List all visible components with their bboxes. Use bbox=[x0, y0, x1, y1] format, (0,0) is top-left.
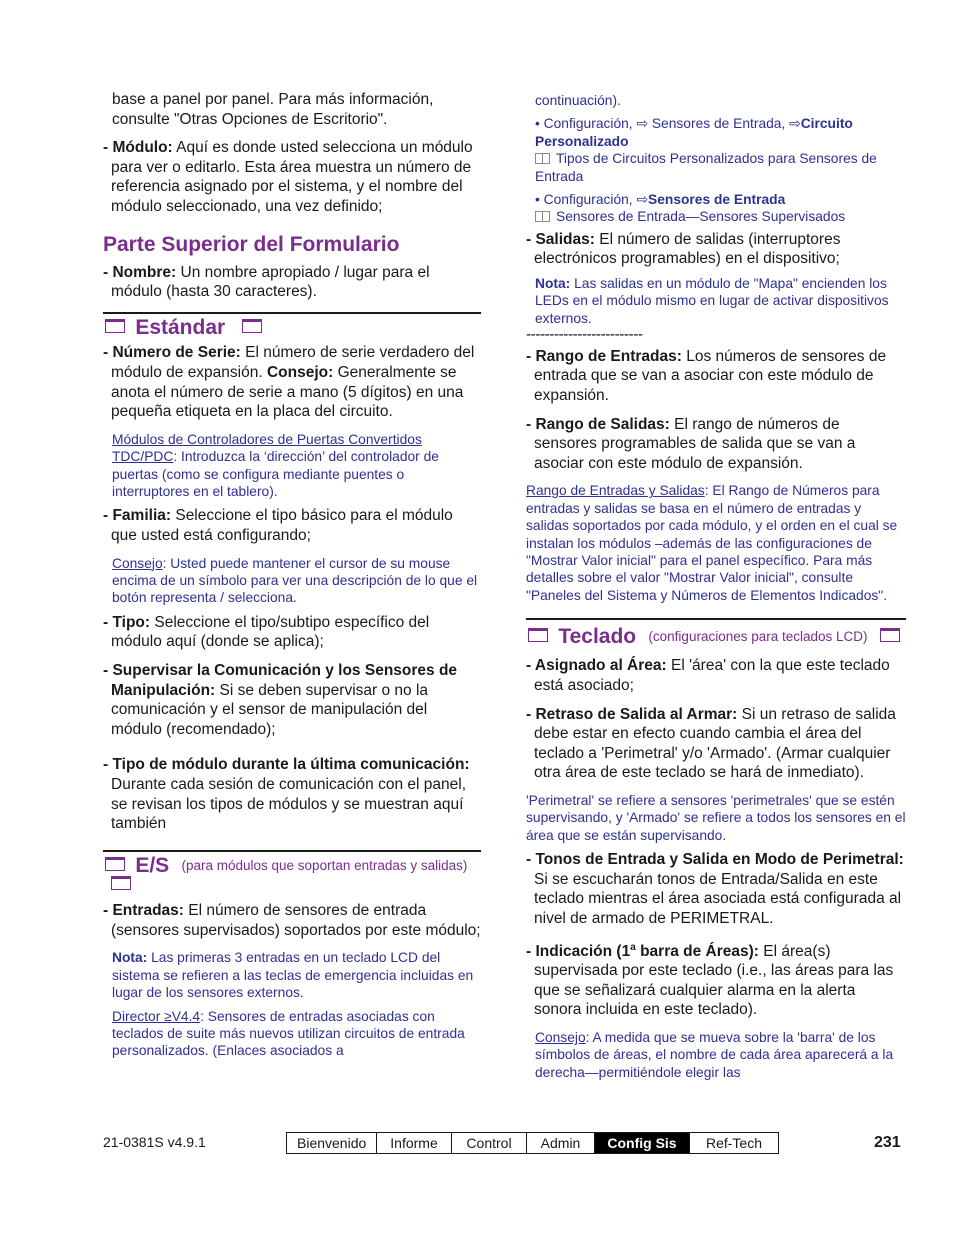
folder-icon bbox=[111, 876, 131, 890]
tonos-item: - Tonos de Entrada y Salida en Modo de Perimetral: Si se escucharán tonos de Entrada/Salida en este teclado mientras el área asociada está configurada al nivel de armado de PERIMETRAL. bbox=[526, 851, 904, 927]
tipo-mod-text: Durante cada sesión de comunicación con el panel, se revisan los tipos de módulos y se muestran aquí también bbox=[111, 776, 467, 833]
familia-text: Seleccione el tipo básico para el módulo que usted está configurando; bbox=[111, 507, 453, 545]
rango-entradas-item: - Rango de Entradas: Los números de sensores de entrada que se van a asociar con este módulo de expansión. bbox=[526, 347, 887, 405]
section-teclado-subtitle: (configuraciones para teclados LCD) bbox=[648, 629, 868, 645]
entradas-label: Entradas: bbox=[112, 902, 184, 920]
note-perimetral: 'Perimetral' se refiere a sensores 'perimetrales' que se estén supervisando, y 'Armado' se refiere a todos los sensores en el área que se están supervisando. bbox=[526, 792, 906, 843]
rango-ent-text: Los números de sensores de entrada que se van a asociar con este módulo de expansión. bbox=[534, 347, 887, 405]
note-consejo-text: : Usted puede mantener el cursor de su mouse encima de un símbolo para ver una descripción de lo que el botón representa / selecciona. bbox=[112, 555, 478, 606]
bullet2-path: • Configuración, ⇨ bbox=[535, 192, 649, 208]
supervisar-label: Supervisar la Comunicación y los Sensores de Manipulación: bbox=[111, 662, 458, 699]
familia-item: - Familia: Seleccione el tipo básico para el módulo que usted está configurando; bbox=[103, 507, 453, 545]
nombre-label: Nombre: bbox=[112, 263, 177, 281]
indicacion-label-a: Indicación (1 bbox=[535, 942, 631, 960]
serie-label: Número de Serie: bbox=[112, 344, 241, 362]
bullet1-target[interactable]: Circuito Personalizado bbox=[535, 116, 853, 149]
tonos-label: Tonos de Entrada y Salida en Modo de Perimetral: bbox=[535, 851, 904, 869]
note-rango-link[interactable]: Rango de Entradas y Salidas bbox=[526, 483, 705, 499]
serie-consejo: Consejo: bbox=[266, 364, 334, 382]
book-circuitos bbox=[535, 150, 906, 185]
footer-nav bbox=[286, 1132, 779, 1154]
folder-icon bbox=[105, 319, 125, 333]
tipo-item: - Tipo: Seleccione el tipo/subtipo específico del módulo aquí (donde se aplica); bbox=[103, 613, 430, 651]
note-tdc-link[interactable]: Módulos de Controladores de Puertas Convertidos TDC/PDC bbox=[112, 431, 422, 465]
note-nota-entradas bbox=[112, 949, 481, 1001]
folder-icon bbox=[528, 628, 548, 642]
note-director bbox=[112, 1008, 481, 1060]
note-consejo-areas bbox=[535, 1029, 906, 1081]
note-consejo-areas-link[interactable]: Consejo bbox=[535, 1030, 586, 1046]
tonos-text: Si se escucharán tonos de Entrada/Salida en este teclado mientras el área asociada está configurada al nivel de armado de PERIMETRAL. bbox=[534, 870, 902, 927]
entradas-item: - Entradas: El número de sensores de entrada (sensores supervisados) soportados por este módulo; bbox=[103, 902, 481, 939]
note-tdc bbox=[112, 431, 481, 501]
book1-text[interactable]: Tipos de Circuitos Personalizados para Sensores de Entrada bbox=[535, 151, 877, 184]
nav-bienvenido[interactable]: Bienvenido bbox=[287, 1133, 377, 1153]
salidas-label: Salidas: bbox=[535, 230, 595, 248]
nav-informe[interactable]: Informe bbox=[377, 1133, 452, 1153]
entradas-text: El número de sensores de entrada (sensores supervisados) soportados por este módulo; bbox=[111, 902, 481, 939]
tipo-modulo-item: - Tipo de módulo durante la última comunicación: Durante cada sesión de comunicación con el panel, se revisan los tipos de módulos y se muestran aquí también bbox=[103, 756, 470, 833]
right-column bbox=[526, 92, 906, 1087]
note-consejo-link[interactable]: Consejo bbox=[112, 555, 163, 571]
note-tdc-text: : Introduzca la ‘dirección’ del controlador de puertas (como se configura mediante puentes o interruptores en el tablero). bbox=[112, 449, 439, 500]
indicacion-text: El área(s) supervisada por este teclado (i.e., las áreas para las que se señalizará cualquier alarma en la alerta sonora incluida en este teclado). bbox=[534, 942, 894, 1019]
salidas-text: El número de salidas (interruptores electrónicos programables) en el dispositivo; bbox=[534, 230, 841, 268]
supervisar-item: - Supervisar la Comunicación y los Sensores de Manipulación: Si se deben supervisar o no la comunicación y el sensor de manipulación del módulo (recomendado); bbox=[103, 662, 458, 738]
continuation-text: continuación). bbox=[535, 93, 621, 108]
retraso-item: - Retraso de Salida al Armar: Si un retraso de salida debe estar en efecto cuando cambia el área del teclado a 'Perimetral' y/o 'Armado'. (Armar cualquier otra área de este teclado se hará de inmediato). bbox=[526, 705, 896, 782]
note-rango bbox=[526, 482, 906, 604]
section-teclado-title: Teclado bbox=[558, 625, 637, 649]
folder-icon bbox=[880, 628, 900, 642]
modulo-item: - Módulo: Aquí es donde usted selecciona un módulo para ver o editarlo. Esta área muestra un número de referencia asignado por el sistema, y el nombre del módulo seleccionado, una vez definido; bbox=[103, 139, 473, 215]
note-salidas bbox=[535, 275, 906, 327]
book2-text[interactable]: Sensores de Entrada—Sensores Supervisados bbox=[556, 209, 846, 225]
supervisar-text: Si se deben supervisar o no la comunicación y el sensor de manipulación del módulo (recomendado); bbox=[111, 681, 429, 738]
indicacion-label-b: barra de Áreas): bbox=[635, 942, 759, 960]
note-nota-text: Las primeras 3 entradas en un teclado LCD del sistema se refieren a las teclas de emergencia incluidas en lugar de los sensores externos. bbox=[112, 950, 474, 1001]
section-es bbox=[103, 850, 481, 895]
note-director-link[interactable]: Director ≥V4.4 bbox=[112, 1008, 201, 1024]
section-es-title: E/S bbox=[135, 853, 170, 877]
note-consejo-areas-text: : A medida que se mueva sobre la 'barra' de los símbolos de áreas, el nombre de cada área aparecerá a la derecha—permitiéndole elegir las bbox=[535, 1030, 894, 1080]
folder-icon bbox=[105, 857, 125, 871]
nav-admin[interactable]: Admin bbox=[527, 1133, 595, 1153]
section-teclado bbox=[526, 618, 906, 650]
document-id: 21-0381S v4.9.1 bbox=[103, 1134, 206, 1150]
rango-sal-text: El rango de números de sensores programables de salida que se van a asociar con este módulo de expansión. bbox=[534, 415, 856, 472]
note-consejo bbox=[112, 555, 481, 607]
heading-parte-superior: Parte Superior del Formulario bbox=[103, 232, 400, 256]
tipo-text: Seleccione el tipo/subtipo específico del módulo aquí (donde se aplica); bbox=[111, 613, 430, 651]
numero-serie-item: - Número de Serie: El número de serie verdadero del módulo de expansión. Consejo: Generalmente se anota el número de serie a mano (5 dígitos) en una pequeña etiqueta en la placa del circuito. bbox=[103, 344, 475, 421]
asignado-text: El 'área' con la que este teclado está asociado; bbox=[534, 657, 890, 694]
serie-text1: El número de serie verdadero del módulo de expansión. bbox=[111, 344, 475, 382]
dash-separator: ------------------------- bbox=[526, 326, 643, 344]
nombre-item: - Nombre: Un nombre apropiado / lugar para el módulo (hasta 30 caracteres). bbox=[103, 263, 430, 301]
nombre-text: Un nombre apropiado / lugar para el módulo (hasta 30 caracteres). bbox=[111, 263, 430, 301]
rango-ent-label: Rango de Entradas: bbox=[535, 347, 682, 365]
salidas-item: - Salidas: El número de salidas (interruptores electrónicos programables) en el dispositivo; bbox=[526, 230, 841, 268]
indicacion-sup: a bbox=[630, 941, 636, 953]
asignado-item: - Asignado al Área: El 'área' con la que este teclado está asociado; bbox=[526, 657, 890, 694]
note-director-text: : Sensores de entradas asociadas con teclados de suite más nuevos utilizan circuitos de entrada personalizados. (Enlaces asociados a bbox=[112, 1008, 465, 1059]
folder-icon bbox=[242, 319, 262, 333]
bullet-config-sensores bbox=[535, 191, 906, 208]
serie-text2: Generalmente se anota el número de serie a mano (5 dígitos) en una pequeña etiqueta en la placa del circuito. bbox=[111, 364, 464, 421]
book-sensores bbox=[535, 208, 906, 225]
bullet2-target[interactable]: Sensores de Entrada bbox=[648, 192, 786, 208]
tipo-mod-label: Tipo de módulo durante la última comunicación: bbox=[112, 756, 470, 774]
page-number: 231 bbox=[874, 1134, 901, 1151]
rango-salidas-item: - Rango de Salidas: El rango de números de sensores programables de salida que se van a asociar con este módulo de expansión. bbox=[526, 415, 856, 472]
retraso-label: Retraso de Salida al Armar: bbox=[535, 705, 738, 723]
modulo-text: Aquí es donde usted selecciona un módulo para ver o editarlo. Esta área muestra un número de referencia asignado por el sistema, y el nombre del módulo seleccionado, una vez definido; bbox=[111, 139, 473, 215]
retraso-text: Si un retraso de salida debe estar en efecto cuando cambia el área del teclado a 'Perimetral' y/o 'Armado'. (Armar cualquier otra área de este teclado se hará de inmediato). bbox=[534, 705, 896, 782]
nav-control[interactable]: Control bbox=[452, 1133, 527, 1153]
modulo-label: Módulo: bbox=[112, 139, 173, 157]
section-estandar bbox=[103, 312, 481, 338]
book-icon bbox=[535, 211, 550, 222]
note-salidas-label: Nota: bbox=[535, 276, 571, 292]
indicacion-item: - Indicación (1$^a$ barra de Áreas): El área(s) supervisada por este teclado (i.e., las áreas para las que se señalizará cualquier alarma en la alerta sonora incluida en este teclado). bbox=[526, 941, 894, 1019]
asignado-label: Asignado al Área: bbox=[534, 657, 667, 675]
left-column bbox=[103, 90, 481, 1066]
note-rango-text: : El Rango de Números para entradas y salidas se basa en el número de entradas y salidas soportados por cada módulo, y el orden en el cual se instalan los módulos –además de las configuraciones de "Mostrar Valor inicial" para el panel específico. Para más detalles sobre el valor "Mostrar Valor inicial", consulte "Paneles del Sistema y Números de Elementos Indicados". bbox=[526, 483, 898, 603]
page-footer bbox=[0, 1132, 954, 1156]
section-es-subtitle: (para módulos que soportan entradas y salidas) bbox=[181, 857, 468, 873]
nav-ref-tech[interactable]: Ref-Tech bbox=[705, 1135, 763, 1151]
familia-label: Familia: bbox=[112, 507, 172, 525]
note-salidas-text: Las salidas en un módulo de "Mapa" encienden los LEDs en el módulo mismo en lugar de activar dispositivos externos. bbox=[535, 276, 889, 326]
note-nota-label: Nota: bbox=[112, 950, 148, 966]
book-icon bbox=[535, 153, 550, 164]
tipo-label: Tipo: bbox=[112, 613, 151, 631]
nav-config-sis[interactable]: Config Sis bbox=[595, 1133, 690, 1153]
bullet-config-circuito bbox=[535, 115, 906, 150]
rango-sal-label: Rango de Salidas: bbox=[535, 415, 670, 433]
intro-paragraph: base a panel por panel. Para más información, consulte "Otras Opciones de Escritorio". bbox=[112, 91, 434, 128]
bullet1-path: • Configuración, ⇨ Sensores de Entrada, ⇨ bbox=[535, 116, 801, 132]
section-estandar-title: Estándar bbox=[135, 315, 226, 339]
